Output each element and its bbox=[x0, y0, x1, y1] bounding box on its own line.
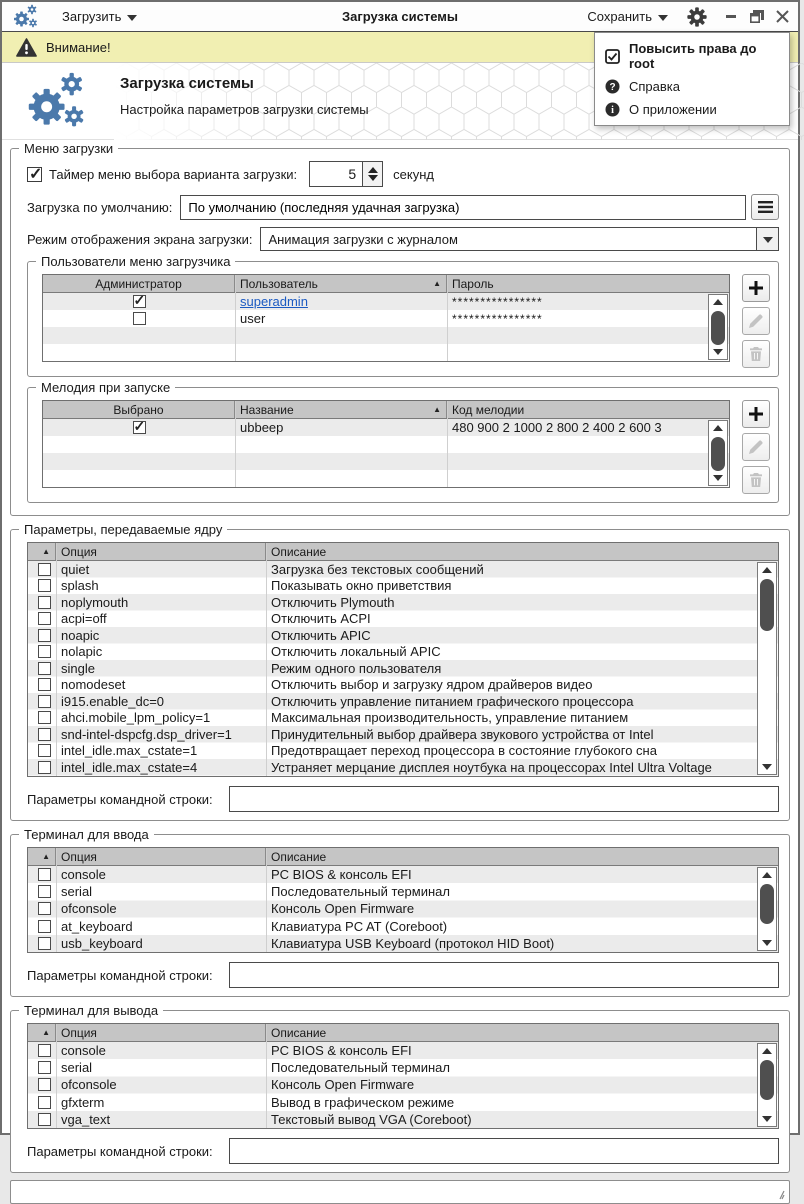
option-checkbox[interactable] bbox=[38, 1078, 51, 1091]
load-button[interactable] bbox=[54, 6, 145, 27]
display-mode-value: Анимация загрузки с журналом bbox=[268, 231, 458, 247]
description-cell: Отключить APIC bbox=[271, 627, 371, 643]
resize-grip-icon[interactable] bbox=[775, 1190, 785, 1200]
description-cell: Отключить выбор и загрузку ядром драйверов видео bbox=[271, 677, 593, 693]
option-cell: nolapic bbox=[61, 644, 103, 660]
column-header-password: Пароль bbox=[452, 276, 494, 291]
svg-text:?: ? bbox=[609, 82, 616, 93]
terminal-output-row[interactable] bbox=[28, 1076, 778, 1093]
scroll-up-icon[interactable] bbox=[758, 563, 776, 577]
spinner-arrows[interactable] bbox=[362, 162, 382, 186]
column-header-option: Опция bbox=[56, 1024, 266, 1041]
menu-item-about[interactable] bbox=[595, 98, 789, 121]
add-user-button[interactable] bbox=[742, 274, 770, 302]
option-cell: console bbox=[61, 1043, 106, 1059]
description-cell: Консоль Open Firmware bbox=[271, 1077, 415, 1093]
users-table-header[interactable] bbox=[43, 275, 729, 293]
page-subtitle: Настройка параметров загрузки системы bbox=[120, 102, 369, 117]
description-cell: Предотвращает переход процессора в состояние глубокого сна bbox=[271, 743, 657, 759]
minimize-icon bbox=[726, 11, 738, 23]
menu-item-label: О приложении bbox=[629, 102, 717, 117]
user-name-cell[interactable]: superadmin bbox=[240, 294, 308, 309]
kernel-cmdline-input[interactable] bbox=[229, 786, 779, 812]
page-title: Загрузка системы bbox=[120, 75, 254, 92]
melody-table-header[interactable] bbox=[43, 401, 729, 419]
option-cell: console bbox=[61, 867, 106, 883]
terminal-input-cmdline-input[interactable] bbox=[229, 962, 779, 988]
option-checkbox[interactable] bbox=[38, 1113, 51, 1126]
kernel-param-row[interactable] bbox=[28, 726, 778, 743]
param-checkbox[interactable] bbox=[38, 711, 51, 724]
sort-asc-icon: ▲ bbox=[42, 1028, 50, 1037]
option-checkbox[interactable] bbox=[38, 902, 51, 915]
spin-down-icon bbox=[368, 175, 378, 181]
option-checkbox[interactable] bbox=[38, 920, 51, 933]
option-cell: serial bbox=[61, 1060, 93, 1076]
melody-checkbox[interactable] bbox=[133, 421, 146, 434]
save-button-label: Сохранить bbox=[587, 9, 652, 24]
plus-icon bbox=[749, 281, 763, 295]
column-header-admin: Администратор bbox=[43, 275, 235, 292]
sort-asc-icon: ▲ bbox=[42, 852, 50, 861]
default-boot-label: Загрузка по умолчанию: bbox=[27, 199, 173, 215]
description-cell: Отключить управление питанием графического процессора bbox=[271, 693, 634, 709]
option-cell: noapic bbox=[61, 627, 100, 643]
option-cell: single bbox=[61, 660, 95, 676]
description-cell: Принудительный выбор драйвера звукового устройства от Intel bbox=[271, 726, 654, 742]
edit-melody-button[interactable] bbox=[742, 433, 770, 461]
kernel-param-row[interactable] bbox=[28, 677, 778, 694]
timer-label: Таймер меню выбора варианта загрузки: bbox=[49, 166, 298, 182]
menu-item-elevate-root[interactable] bbox=[595, 37, 789, 75]
pencil-icon bbox=[749, 314, 763, 328]
param-checkbox[interactable] bbox=[38, 662, 51, 675]
elevate-checkbox-icon bbox=[605, 49, 620, 64]
help-icon bbox=[605, 79, 620, 94]
settings-gear-button[interactable] bbox=[686, 6, 708, 28]
user-row[interactable] bbox=[43, 293, 729, 310]
option-cell: gfxterm bbox=[61, 1094, 105, 1110]
minimize-button[interactable] bbox=[724, 9, 740, 25]
terminal-input-row[interactable] bbox=[28, 866, 778, 883]
kernel-table-header[interactable] bbox=[28, 543, 778, 561]
option-cell: ofconsole bbox=[61, 1077, 117, 1093]
param-checkbox[interactable] bbox=[38, 744, 51, 757]
timer-spinner[interactable] bbox=[309, 161, 383, 187]
status-bar bbox=[10, 1180, 790, 1204]
description-cell: Клавиатура USB Keyboard (протокол HID Boot) bbox=[271, 935, 555, 951]
display-mode-select[interactable] bbox=[260, 227, 779, 251]
option-checkbox[interactable] bbox=[38, 868, 51, 881]
melody-table-scrollbar[interactable] bbox=[708, 420, 728, 486]
user-name-cell[interactable]: user bbox=[240, 311, 266, 326]
kernel-param-row[interactable] bbox=[28, 611, 778, 628]
terminal-output-row[interactable] bbox=[28, 1111, 778, 1128]
scroll-thumb[interactable] bbox=[760, 884, 774, 924]
trash-icon bbox=[749, 347, 763, 361]
chevron-down-icon bbox=[763, 237, 773, 243]
chevron-down-icon bbox=[658, 15, 668, 21]
description-cell: Отключить локальный APIC bbox=[271, 644, 441, 660]
users-table-scrollbar[interactable] bbox=[708, 294, 728, 360]
melody-table bbox=[42, 400, 730, 488]
toolbar bbox=[2, 2, 798, 32]
column-header-description: Описание bbox=[271, 849, 327, 864]
param-checkbox[interactable] bbox=[38, 645, 51, 658]
column-header-description: Описание bbox=[271, 544, 327, 559]
save-button[interactable] bbox=[579, 6, 676, 27]
kernel-param-row[interactable] bbox=[28, 759, 778, 776]
pencil-icon bbox=[749, 440, 763, 454]
cmdline-label: Параметры командной строки: bbox=[27, 967, 213, 983]
group-kernel-params bbox=[10, 522, 790, 821]
description-cell: Загрузка без текстовых сообщений bbox=[271, 561, 484, 577]
group-boot-users bbox=[27, 254, 779, 377]
add-melody-button[interactable] bbox=[742, 400, 770, 428]
kernel-param-row[interactable] bbox=[28, 743, 778, 760]
sort-asc-icon: ▲ bbox=[433, 279, 441, 288]
description-cell: Текстовый вывод VGA (Coreboot) bbox=[271, 1111, 472, 1127]
window-title: Загрузка системы bbox=[341, 9, 459, 24]
svg-text:i: i bbox=[611, 105, 614, 116]
users-table bbox=[42, 274, 730, 362]
scroll-thumb[interactable] bbox=[711, 311, 725, 345]
warning-icon bbox=[16, 38, 37, 57]
combo-arrow-button[interactable] bbox=[756, 228, 778, 250]
kernel-param-row[interactable] bbox=[28, 710, 778, 727]
hamburger-icon bbox=[758, 201, 773, 213]
option-cell: vga_text bbox=[61, 1111, 111, 1127]
description-cell: Режим одного пользователя bbox=[271, 660, 442, 676]
terminal-output-cmdline-input[interactable] bbox=[229, 1138, 779, 1164]
group-legend: Параметры, передаваемые ядру bbox=[19, 522, 227, 537]
description-cell: Отключить Plymouth bbox=[271, 594, 395, 610]
description-cell: PC BIOS & консоль EFI bbox=[271, 1043, 412, 1059]
param-checkbox[interactable] bbox=[38, 629, 51, 642]
kernel-param-row[interactable] bbox=[28, 561, 778, 578]
scroll-thumb[interactable] bbox=[760, 1060, 774, 1100]
param-checkbox[interactable] bbox=[38, 695, 51, 708]
column-header-description: Описание bbox=[271, 1025, 327, 1040]
group-boot-menu bbox=[10, 141, 790, 516]
scroll-up-icon[interactable] bbox=[758, 868, 776, 882]
scroll-down-icon[interactable] bbox=[758, 760, 776, 774]
terminal-input-row[interactable] bbox=[28, 883, 778, 900]
param-checkbox[interactable] bbox=[38, 678, 51, 691]
password-cell: **************** bbox=[452, 311, 543, 326]
param-checkbox[interactable] bbox=[38, 579, 51, 592]
timer-value: 5 bbox=[348, 166, 357, 182]
description-cell: Клавиатура PC AT (Coreboot) bbox=[271, 918, 448, 934]
melody-code-cell: 480 900 2 1000 2 800 2 400 2 600 3 bbox=[452, 420, 662, 435]
timer-checkbox[interactable] bbox=[27, 167, 42, 182]
option-cell: at_keyboard bbox=[61, 918, 133, 934]
description-cell: Показывать окно приветствия bbox=[271, 578, 452, 594]
trash-icon bbox=[749, 473, 763, 487]
option-cell: acpi=off bbox=[61, 611, 107, 627]
about-icon bbox=[605, 102, 620, 117]
option-cell: noplymouth bbox=[61, 594, 129, 610]
close-icon bbox=[776, 10, 789, 23]
terminal-input-scrollbar[interactable] bbox=[757, 867, 777, 951]
group-startup-melody bbox=[27, 380, 779, 503]
admin-checkbox[interactable] bbox=[133, 295, 146, 308]
melody-name-cell: ubbeep bbox=[240, 420, 284, 435]
description-cell: Консоль Open Firmware bbox=[271, 901, 415, 917]
description-cell: Последовательный терминал bbox=[271, 1060, 450, 1076]
terminal-output-scrollbar[interactable] bbox=[757, 1043, 777, 1127]
delete-user-button[interactable] bbox=[742, 340, 770, 368]
option-cell: intel_idle.max_cstate=4 bbox=[61, 759, 198, 775]
group-legend: Пользователи меню загрузчика bbox=[36, 254, 235, 269]
option-checkbox[interactable] bbox=[38, 1044, 51, 1057]
group-legend: Терминал для ввода bbox=[19, 827, 154, 842]
scroll-down-icon[interactable] bbox=[758, 1112, 776, 1126]
column-header-user: Пользователь ▲ bbox=[235, 275, 447, 292]
option-cell: serial bbox=[61, 884, 93, 900]
option-cell: splash bbox=[61, 578, 99, 594]
window-controls bbox=[724, 9, 790, 25]
plus-icon bbox=[749, 407, 763, 421]
chevron-down-icon bbox=[127, 15, 137, 21]
kernel-param-row[interactable] bbox=[28, 578, 778, 595]
delete-melody-button[interactable] bbox=[742, 466, 770, 494]
option-cell: i915.enable_dc=0 bbox=[61, 693, 165, 709]
description-cell: Вывод в графическом режиме bbox=[271, 1094, 455, 1110]
group-terminal-output bbox=[10, 1003, 790, 1173]
option-cell: quiet bbox=[61, 561, 90, 577]
user-row[interactable] bbox=[43, 310, 729, 327]
param-checkbox[interactable] bbox=[38, 728, 51, 741]
column-header-checkbox bbox=[28, 848, 56, 865]
maximize-button[interactable] bbox=[749, 9, 765, 25]
group-legend: Мелодия при запуске bbox=[36, 380, 175, 395]
scroll-thumb[interactable] bbox=[760, 579, 774, 631]
group-terminal-input bbox=[10, 827, 790, 997]
settings-dropdown-menu bbox=[594, 32, 790, 126]
melody-row[interactable] bbox=[43, 419, 729, 436]
column-header-selected: Выбрано bbox=[43, 401, 235, 418]
column-header-option: Опция bbox=[56, 543, 266, 560]
kernel-param-row[interactable] bbox=[28, 644, 778, 661]
option-cell: ahci.mobile_lpm_policy=1 bbox=[61, 710, 211, 726]
column-header-option: Опция bbox=[56, 848, 266, 865]
menu-item-label: Справка bbox=[629, 79, 680, 94]
description-cell: PC BIOS & консоль EFI bbox=[271, 867, 412, 883]
param-checkbox[interactable] bbox=[38, 612, 51, 625]
option-cell: nomodeset bbox=[61, 677, 126, 693]
kernel-param-row[interactable] bbox=[28, 627, 778, 644]
option-checkbox[interactable] bbox=[38, 937, 51, 950]
option-cell: usb_keyboard bbox=[61, 935, 143, 951]
app-logo-gears-icon bbox=[24, 71, 86, 133]
option-cell: intel_idle.max_cstate=1 bbox=[61, 743, 198, 759]
default-boot-menu-button[interactable] bbox=[751, 194, 779, 220]
sort-asc-icon: ▲ bbox=[433, 405, 441, 414]
terminal-output-table-header[interactable] bbox=[28, 1024, 778, 1042]
scroll-down-icon[interactable] bbox=[709, 345, 727, 359]
terminal-output-row[interactable] bbox=[28, 1059, 778, 1076]
column-header-checkbox bbox=[28, 543, 56, 560]
column-header-checkbox bbox=[28, 1024, 56, 1041]
warning-text: Внимание! bbox=[46, 39, 111, 55]
kernel-param-row[interactable] bbox=[28, 594, 778, 611]
terminal-input-table bbox=[27, 847, 779, 953]
load-button-label: Загрузить bbox=[62, 9, 122, 24]
group-legend: Меню загрузки bbox=[19, 141, 118, 156]
edit-user-button[interactable] bbox=[742, 307, 770, 335]
admin-checkbox[interactable] bbox=[133, 312, 146, 325]
column-header-name: Название ▲ bbox=[235, 401, 447, 418]
param-checkbox[interactable] bbox=[38, 563, 51, 576]
description-cell: Отключить ACPI bbox=[271, 611, 371, 627]
default-boot-input[interactable] bbox=[180, 195, 746, 220]
scroll-up-icon[interactable] bbox=[709, 421, 727, 435]
terminal-output-row[interactable] bbox=[28, 1042, 778, 1059]
param-checkbox[interactable] bbox=[38, 596, 51, 609]
maximize-icon bbox=[750, 10, 764, 23]
scroll-down-icon[interactable] bbox=[709, 471, 727, 485]
param-checkbox[interactable] bbox=[38, 761, 51, 774]
option-cell: ofconsole bbox=[61, 901, 117, 917]
description-cell: Максимальная производительность, управление питанием bbox=[271, 710, 629, 726]
terminal-input-row[interactable] bbox=[28, 935, 778, 952]
kernel-param-row[interactable] bbox=[28, 660, 778, 677]
terminal-input-row[interactable] bbox=[28, 900, 778, 917]
scroll-down-icon[interactable] bbox=[758, 936, 776, 950]
option-cell: snd-intel-dspcfg.dsp_driver=1 bbox=[61, 726, 232, 742]
option-checkbox[interactable] bbox=[38, 1061, 51, 1074]
scroll-up-icon[interactable] bbox=[758, 1044, 776, 1058]
description-cell: Устраняет мерцание дисплея ноутбука на процессорах Intel Ultra Voltage bbox=[271, 759, 712, 775]
gear-icon bbox=[686, 6, 708, 28]
terminal-input-table-header[interactable] bbox=[28, 848, 778, 866]
kernel-params-table bbox=[27, 542, 779, 777]
cmdline-label: Параметры командной строки: bbox=[27, 1143, 213, 1159]
terminal-input-row[interactable] bbox=[28, 918, 778, 935]
close-button[interactable] bbox=[774, 9, 790, 25]
terminal-output-table bbox=[27, 1023, 779, 1129]
menu-item-label: Повысить права до root bbox=[629, 41, 757, 71]
spin-up-icon bbox=[368, 167, 378, 173]
terminal-output-row[interactable] bbox=[28, 1094, 778, 1111]
scroll-thumb[interactable] bbox=[711, 437, 725, 471]
group-legend: Терминал для вывода bbox=[19, 1003, 163, 1018]
password-cell: **************** bbox=[452, 294, 543, 309]
cmdline-label: Параметры командной строки: bbox=[27, 791, 213, 807]
scroll-up-icon[interactable] bbox=[709, 295, 727, 309]
description-cell: Последовательный терминал bbox=[271, 884, 450, 900]
column-header-melody-code: Код мелодии bbox=[452, 402, 525, 417]
option-checkbox[interactable] bbox=[38, 1096, 51, 1109]
app-logo-gears-icon bbox=[10, 4, 40, 30]
option-checkbox[interactable] bbox=[38, 885, 51, 898]
display-mode-label: Режим отображения экрана загрузки: bbox=[27, 231, 253, 247]
menu-item-help[interactable] bbox=[595, 75, 789, 98]
kernel-table-scrollbar[interactable] bbox=[757, 562, 777, 775]
sort-asc-icon: ▲ bbox=[42, 547, 50, 556]
kernel-param-row[interactable] bbox=[28, 693, 778, 710]
timer-unit-label: секунд bbox=[393, 166, 434, 182]
